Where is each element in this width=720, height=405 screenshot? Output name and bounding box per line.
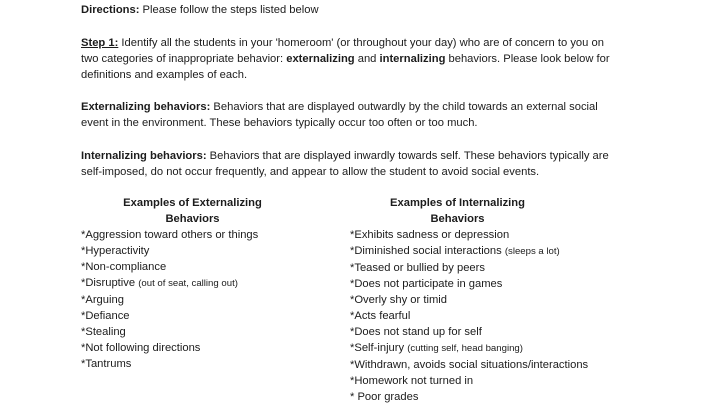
list-item: *Withdrawn, avoids social situations/interactions	[350, 359, 589, 371]
list-item: *Non-compliance	[81, 261, 167, 273]
externalizing-examples-list	[81, 227, 258, 372]
externalizing-definition-label: Externalizing behaviors:	[81, 101, 211, 113]
step1-line-1	[81, 37, 604, 50]
step1-text-2a: two categories of inappropriate behavior:	[81, 53, 287, 65]
list-item: *Teased or bullied by peers	[350, 262, 485, 274]
externalizing-definition-line-1	[81, 101, 598, 114]
list-item: *Acts fearful	[350, 310, 411, 322]
directions-line	[81, 4, 319, 17]
list-item: *Disruptive (out of seat, calling out)	[81, 277, 238, 289]
list-item: *Overly shy or timid	[350, 294, 447, 306]
internalizing-term: internalizing	[379, 53, 446, 65]
externalizing-term: externalizing	[286, 53, 355, 65]
step1-text-2e: behaviors. Please look below for	[445, 53, 610, 65]
list-item: *Arguing	[81, 294, 124, 306]
list-item: *Hyperactivity	[81, 245, 150, 257]
list-item: *Tantrums	[81, 358, 132, 370]
list-item: *Does not participate in games	[350, 278, 503, 290]
list-item: *Defiance	[81, 310, 130, 322]
internalizing-definition-line-1	[81, 150, 609, 163]
step1-line-2	[81, 53, 610, 66]
internalizing-definition-text-1: Behaviors that are displayed inwardly towards self. These behaviors typically are	[206, 150, 609, 162]
internalizing-heading-line-2: Behaviors	[430, 213, 485, 225]
externalizing-heading-line-1: Examples of Externalizing	[123, 197, 262, 209]
list-item: *Exhibits sadness or depression	[350, 229, 510, 241]
internalizing-definition-label: Internalizing behaviors:	[81, 150, 207, 162]
list-item: *Aggression toward others or things	[81, 229, 259, 241]
list-item: *Diminished social interactions (sleeps a lot)	[350, 245, 560, 257]
list-item: *Homework not turned in	[350, 375, 474, 387]
directions-label: Directions:	[81, 4, 140, 16]
step1-line-3: definitions and examples of each.	[81, 69, 248, 81]
externalizing-definition-line-2: event in the environment. These behaviors typically occur too often or too much.	[81, 117, 478, 129]
internalizing-heading-line-1: Examples of Internalizing	[390, 197, 525, 209]
list-item: *Does not stand up for self	[350, 326, 482, 338]
step1-label: Step 1:	[81, 37, 119, 49]
internalizing-examples-heading	[360, 195, 555, 227]
externalizing-definition-text-1: Behaviors that are displayed outwardly by the child towards an external social	[210, 101, 598, 113]
externalizing-examples-heading	[95, 195, 290, 227]
list-item: *Self-injury (cutting self, head banging)	[350, 342, 523, 354]
step1-text-1: Identify all the students in your 'homeroom' (or throughout your day) who are of concern to you on	[118, 37, 604, 49]
step1-text-2c: and	[354, 53, 380, 65]
internalizing-definition-line-2: self-imposed, do not occur frequently, and appear to allow the student to avoid social events.	[81, 166, 540, 178]
directions-text: Please follow the steps listed below	[139, 4, 319, 16]
externalizing-heading-line-2: Behaviors	[165, 213, 220, 225]
list-item: *Not following directions	[81, 342, 201, 354]
list-item: * Poor grades	[350, 391, 419, 403]
list-item: *Stealing	[81, 326, 126, 338]
internalizing-examples-list	[350, 227, 588, 405]
